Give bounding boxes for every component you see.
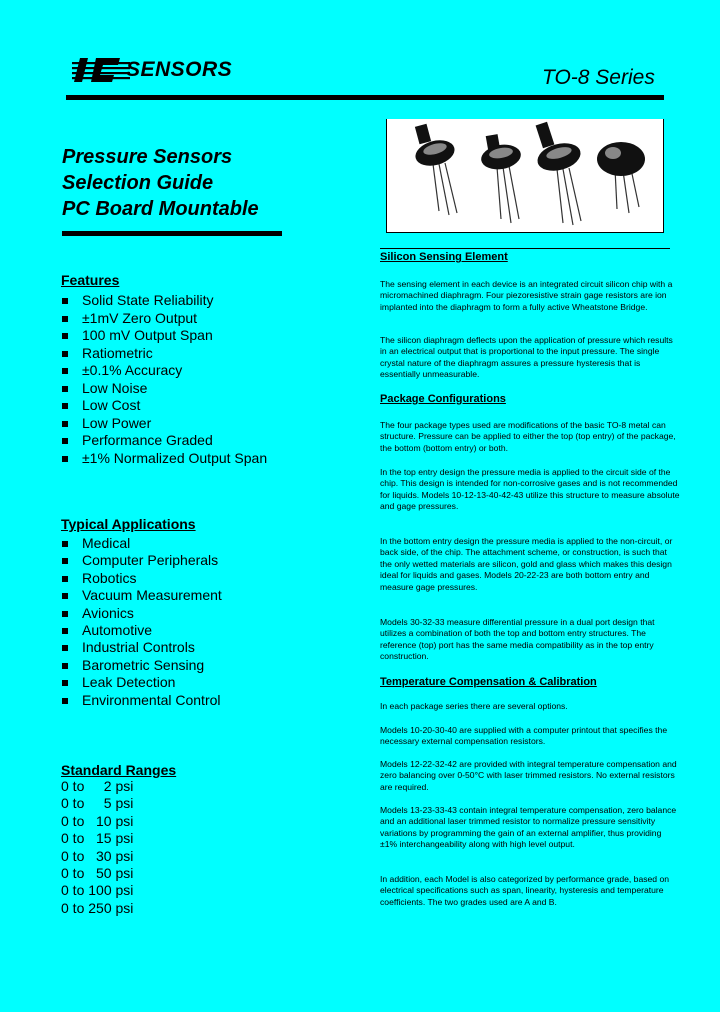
series-title: TO-8 Series [542,66,655,89]
range-item: 0 to 30 psi [61,847,134,864]
range-item: 0 to 15 psi [61,830,134,847]
title-rule [62,231,282,236]
package-paragraph: In the top entry design the pressure media is applied to the circuit side of the chip. This design is intended for non-corrosive gases and is not recommended for liquids. Models 10-12-13-40-42-43 utilize this structure to measure absolute and gage pressures. [380,467,680,512]
range-item: 0 to 5 psi [61,795,134,812]
list-item: ±1% Normalized Output Span [61,450,267,468]
temperature-paragraph: In addition, each Model is also categorized by performance grade, based on electrical specifications such as span, linearity, hysteresis and temperature coefficients. The two grades used are A and B. [380,874,670,907]
temperature-paragraph: In each package series there are several options. [380,701,568,711]
silicon-heading: Silicon Sensing Element [380,251,508,263]
page-title [62,144,259,222]
silicon-paragraph: The silicon diaphragm deflects upon the application of pressure which results in an electrical output that is proportional to the input pressure. The single crystal nature of the diaphragm assures a pressure hysteresis that is essentially unmeasurable. [380,335,673,380]
header-rule [66,95,664,100]
package-paragraph: In the bottom entry design the pressure media is applied to the non-circuit, or back side, of the chip. The attachment scheme, or construction, is such that the only wetted materials are silicon, gold and glass which makes this design ideal for liquids and gases. Models 20-22-23 are both bottom entry and measure gage pressures. [380,536,673,592]
list-item: Solid State Reliability [61,292,267,310]
list-item: Robotics [61,570,222,587]
range-item: 0 to 100 psi [61,882,134,899]
list-item: Automotive [61,622,222,639]
temperature-paragraph: Models 13-23-33-43 contain integral temperature compensation, zero balance and an additional laser trimmed resistor to normalize pressure sensitivity variations by programming the gain of an external amplifier, thus providing ±1% interchangeability along with high level output. [380,805,677,850]
list-item: 100 mV Output Span [61,327,267,345]
list-item: Vacuum Measurement [61,587,222,604]
ranges-heading: Standard Ranges [61,762,177,778]
list-item: Ratiometric [61,345,267,363]
range-item: 0 to 250 psi [61,899,134,916]
temperature-paragraph: Models 10-20-30-40 are supplied with a computer printout that specifies the necessary external compensation resistors. [380,725,668,747]
title-line: Pressure Sensors [62,146,233,168]
applications-list [61,535,222,709]
list-item: Industrial Controls [61,639,222,656]
title-line: PC Board Mountable [62,198,259,220]
list-item: Performance Graded [61,432,267,450]
list-item: ±0.1% Accuracy [61,362,267,380]
features-heading: Features [61,272,120,288]
list-item: Medical [61,535,222,552]
list-item: Computer Peripherals [61,552,222,569]
applications-heading: Typical Applications [61,516,196,532]
temperature-heading: Temperature Compensation & Calibration [380,676,597,688]
list-item: ±1mV Zero Output [61,310,267,328]
sensor-product-photo [386,119,664,233]
package-heading: Package Configurations [380,393,506,405]
title-line: Selection Guide [62,172,214,194]
silicon-paragraph: The sensing element in each device is an integrated circuit silicon chip with a micromachined diaphragm. Four piezoresistive strain gage resistors are ion implanted into the diaphragm to form a fully active Wheatstone Bridge. [380,279,673,312]
list-item: Leak Detection [61,674,222,691]
range-item: 0 to 50 psi [61,865,134,882]
package-paragraph: Models 30-32-33 measure differential pressure in a dual port design that utilizes a combination of both the top and bottom entry structures. The reference (top) port has the same media compatibility as in the top entry construction. [380,617,655,662]
list-item: Low Power [61,415,267,433]
package-paragraph: The four package types used are modifications of the basic TO-8 metal can structure. Pressure can be applied to either the top (top entry) of the package, the bottom (bottom entry) or both. [380,420,676,453]
logo-wordmark: SENSORS [126,58,233,81]
range-item: 0 to 2 psi [61,778,134,794]
list-item: Barometric Sensing [61,657,222,674]
ranges-list [61,778,133,917]
features-list [61,292,267,467]
list-item: Low Cost [61,397,267,415]
list-item: Low Noise [61,380,267,398]
temperature-paragraph: Models 12-22-32-42 are provided with integral temperature compensation and zero balancing over 0-50°C with laser trimmed resistors. No external resistors are required. [380,759,677,792]
right-column-rule [380,248,670,249]
range-item: 0 to 10 psi [61,812,134,829]
list-item: Avionics [61,605,222,622]
list-item: Environmental Control [61,692,222,709]
